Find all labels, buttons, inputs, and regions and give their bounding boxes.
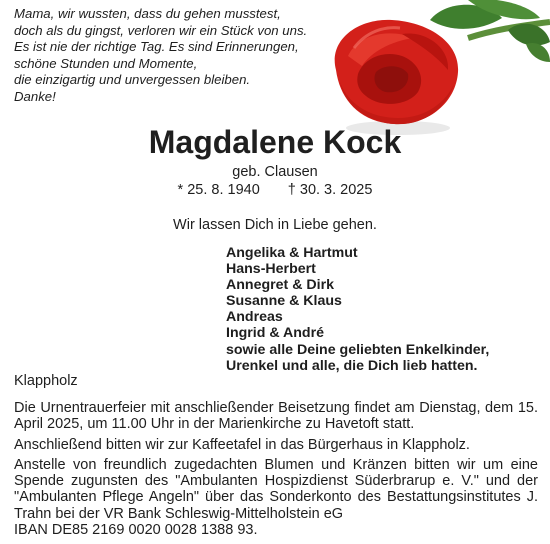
poem-line: doch als du gingst, verloren wir ein Stück von uns. (14, 22, 308, 38)
poem (14, 6, 354, 106)
rose-leaf (508, 24, 550, 46)
deceased-name: Magdalene Kock (148, 124, 402, 160)
coffee-text: Anschließend bitten wir zur Kaffeetafel in das Bürgerhaus in Klappholz. (14, 436, 470, 453)
ceremony-text: Die Urnentrauerfeier mit anschließender Beisetzung findet am Dienstag, dem 15. April 2025, um 11.00 Uhr in der Marienkirche zu Havetoft statt. (14, 400, 538, 433)
rose-image (318, 0, 550, 140)
poem-line: Es ist nie der richtige Tag. Es sind Erinnerungen, (14, 39, 299, 55)
birth-date: * 25. 8. 1940 (177, 182, 260, 198)
funeral-notice (14, 400, 538, 538)
mourner: Susanne & Klaus (226, 293, 342, 310)
donation-text: Anstelle von freundlich zugedachten Blumen und Kränzen bitten wir um eine Spende zugunsten des "Ambulanten Hospizdienst Süderbrarup e. V." und der "Ambulanten Pflege Angeln" über das Sonderkonto des Bestattungsinstitutes J. Trahn bei der VR Bank Schleswig-Mittelholstein eG (14, 456, 538, 522)
mourner: Urenkel und alle, die Dich lieb hatten. (226, 357, 478, 374)
iban-text: IBAN DE85 2169 0020 0028 1388 93. (14, 522, 258, 539)
mourner: Ingrid & André (226, 325, 324, 342)
death-date: † 30. 3. 2025 (287, 182, 373, 198)
mourner: Angelika & Hartmut (226, 245, 358, 261)
poem-line: schöne Stunden und Momente, (14, 55, 198, 71)
maiden-name: geb. Clausen (232, 164, 318, 180)
mourner: Annegret & Dirk (226, 277, 334, 294)
rose-leaf (526, 43, 550, 62)
mourner: Andreas (226, 309, 283, 326)
poem-line: Danke! (14, 88, 56, 104)
life-dates (0, 182, 550, 198)
poem-line: die einzigartig und unvergessen bleiben. (14, 72, 251, 88)
mourner: Hans-Herbert (226, 261, 316, 278)
poem-line: Mama, wir wussten, dass du gehen musstest, (14, 6, 281, 21)
farewell-line: Wir lassen Dich in Liebe gehen. (173, 217, 377, 233)
mourner: sowie alle Deine geliebten Enkelkinder, (226, 341, 490, 358)
mourners-list (226, 245, 489, 374)
place-name: Klappholz (14, 373, 78, 389)
